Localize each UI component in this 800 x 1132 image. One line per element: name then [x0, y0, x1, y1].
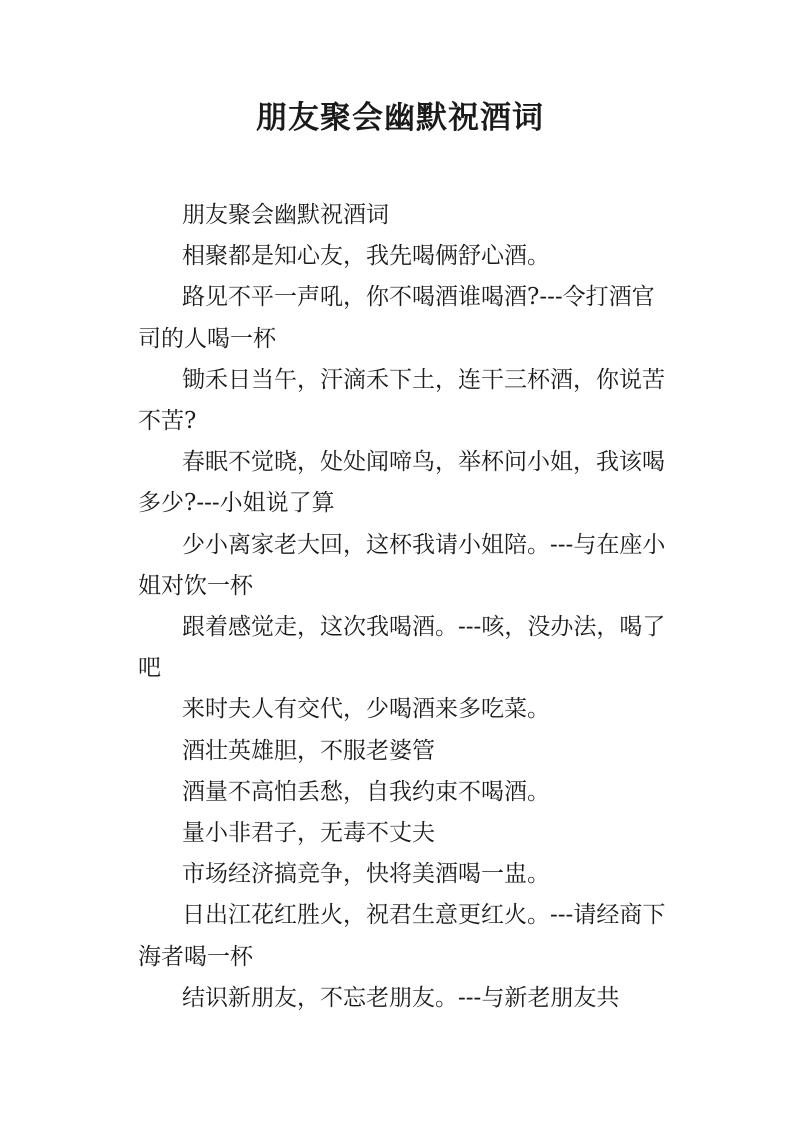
paragraph: 酒量不高怕丢愁，自我约束不喝酒。	[182, 778, 550, 805]
paragraph: 路见不平一声吼，你不喝酒谁喝酒?---令打酒官司的人喝一杯	[138, 284, 655, 352]
paragraph: 少小离家老大回，这杯我请小姐陪。---与在座小姐对饮一杯	[138, 531, 666, 599]
paragraph: 市场经济搞竞争，快将美酒喝一盅。	[182, 861, 550, 888]
paragraph: 相聚都是知心友，我先喝俩舒心酒。	[182, 243, 550, 270]
paragraph: 朋友聚会幽默祝酒词	[182, 202, 389, 228]
paragraph: 日出江花红胜火，祝君生意更红火。---请经商下海者喝一杯	[138, 902, 666, 970]
paragraph: 春眠不觉晓，处处闻啼鸟，举杯问小姐，我该喝多少?---小姐说了算	[138, 449, 665, 517]
paragraph: 量小非君子，无毒不丈夫	[182, 820, 435, 847]
paragraph: 跟着感觉走，这次我喝酒。---咳，没办法，喝了吧	[138, 614, 666, 682]
document-body	[138, 195, 666, 1019]
paragraph: 来时夫人有交代，少喝酒来多吃菜。	[182, 696, 550, 723]
document-title: 朋友聚会幽默祝酒词	[256, 100, 544, 136]
paragraph: 结识新朋友，不忘老朋友。---与新老朋友共	[182, 984, 620, 1011]
paragraph: 锄禾日当午，汗滴禾下土，连干三杯酒，你说苦不苦?	[138, 366, 665, 435]
paragraph: 酒壮英雄胆，不服老婆管	[182, 737, 435, 764]
